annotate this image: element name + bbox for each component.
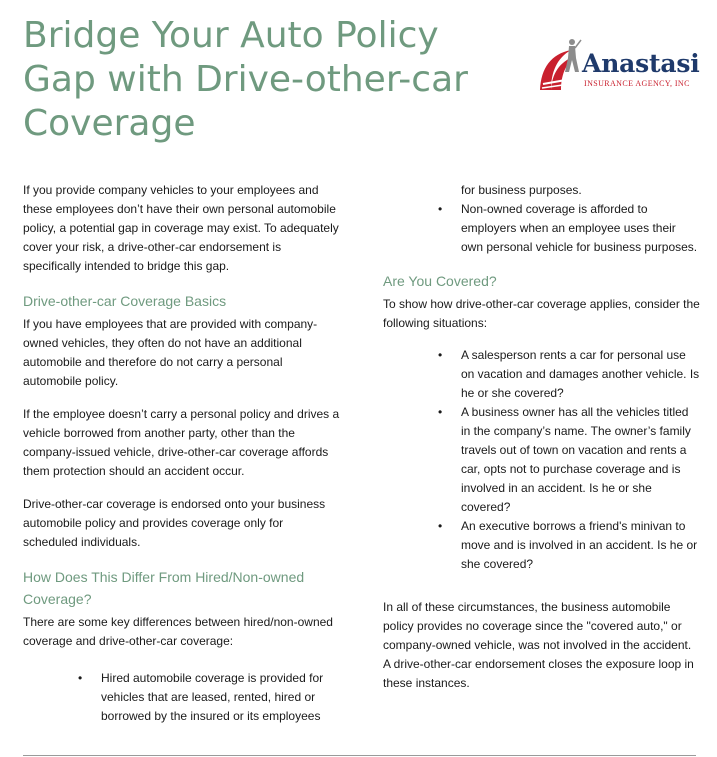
bullet-icon: •: [438, 405, 443, 419]
list-item: [438, 517, 701, 574]
left-column: [23, 181, 341, 726]
bullet-icon: •: [78, 671, 83, 685]
list-item: [438, 403, 701, 517]
list-item-text: Non-owned coverage is afforded to employers when an employee uses their own personal vehicle for business purposes.: [461, 202, 698, 254]
list-item: [78, 669, 341, 726]
bullet-continuation: for business purposes.: [461, 183, 582, 197]
closing-paragraph: In all of these circumstances, the business automobile policy provides no coverage since the "covered auto," or company-owned vehicle, was not involved in the accident. A drive-other-car endorsement closes the exposure loop in these instances.: [383, 600, 694, 690]
situations-list: [383, 346, 701, 574]
section-heading-differ: How Does This Differ From Hired/Non-owned Coverage?: [23, 569, 305, 607]
basics-paragraph-1: If you have employees that are provided with company-owned vehicles, they often do not have an additional automobile and therefore do not carry a personal automobile policy.: [23, 317, 318, 388]
logo-name: Anastasi: [582, 49, 700, 78]
basics-paragraph-2: If the employee doesn’t carry a personal policy and drives a vehicle borrowed from another party, other than the company-issued vehicle, drive-other-car coverage affords them protection should an accident occur.: [23, 407, 340, 478]
list-item-text: Hired automobile coverage is provided for vehicles that are leased, rented, hired or borrowed by the insured or its employees: [101, 671, 324, 723]
differ-bullet-list-continued: [383, 200, 701, 257]
bullet-icon: •: [438, 519, 443, 533]
right-column: [383, 181, 701, 693]
basics-paragraph-3: Drive-other-car coverage is endorsed onto your business automobile policy and provides coverage only for scheduled individuals.: [23, 497, 326, 549]
section-heading-basics: Drive-other-car Coverage Basics: [23, 293, 227, 309]
list-item-text: A business owner has all the vehicles titled in the company’s name. The owner’s family travels out of town on vacation and rents a car, opts not to purchase coverage and is involved in an accident. Is he or she covered?: [461, 405, 691, 514]
list-item-text: A salesperson rents a car for personal use on vacation and damages another vehicle. Is he or she covered?: [461, 348, 700, 400]
covered-paragraph: To show how drive-other-car coverage applies, consider the following situations:: [383, 297, 700, 330]
list-item: [438, 200, 701, 257]
footer-divider: [23, 755, 696, 756]
document-title: Bridge Your Auto Policy Gap with Drive-other-car Coverage: [23, 15, 468, 144]
section-heading-covered: Are You Covered?: [383, 273, 497, 289]
bullet-icon: •: [438, 348, 443, 362]
differ-paragraph: There are some key differences between hired/non-owned coverage and drive-other-car coverage:: [23, 615, 333, 648]
company-logo: [537, 38, 712, 94]
bullet-icon: •: [438, 202, 443, 216]
list-item: [438, 346, 701, 403]
intro-paragraph: If you provide company vehicles to your employees and these employees don’t have their own personal automobile policy, a potential gap in coverage may exist. To adequately cover your risk, a drive-other-car endorsement is specifically intended to bridge this gap.: [23, 183, 339, 273]
logo-tagline: INSURANCE AGENCY, INC: [584, 79, 690, 88]
differ-bullet-list: [23, 669, 341, 726]
list-item-text: An executive borrows a friend's minivan to move and is involved in an accident. Is he or she covered?: [461, 519, 698, 571]
